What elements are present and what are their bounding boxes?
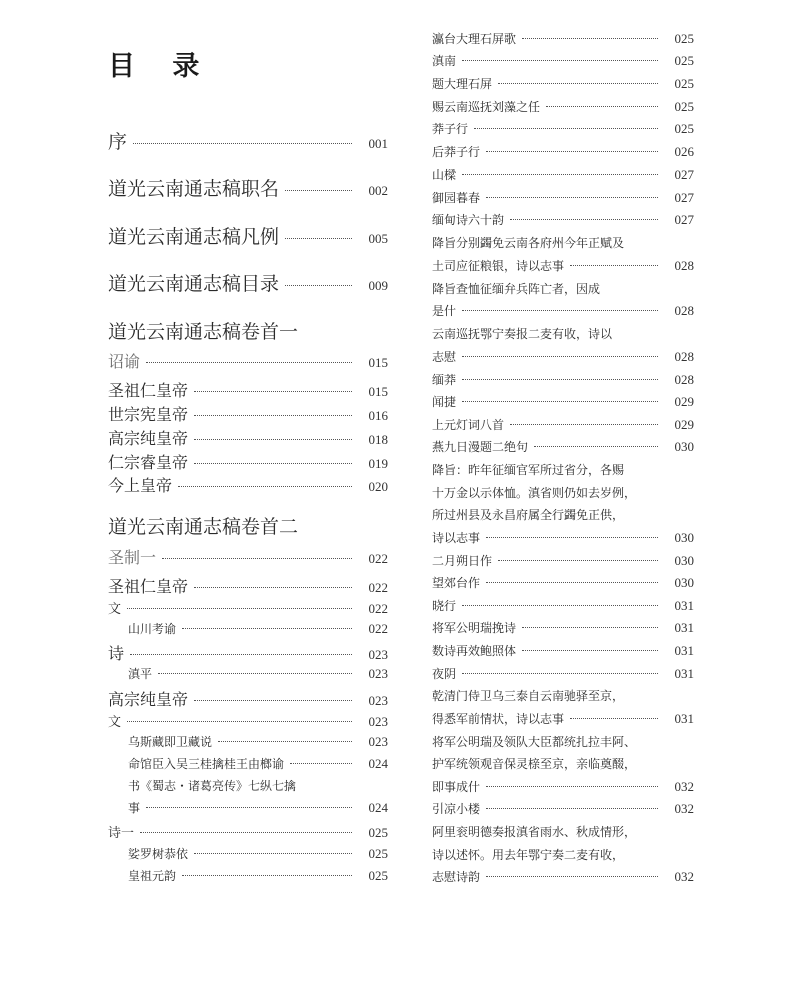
toc-entry-title: 缅甸诗六十韵 [432,213,505,227]
toc-entry-page: 025 [674,99,694,114]
leader-dots [486,197,658,198]
toc-entry-page: 023 [368,693,388,708]
toc-entry-page: 025 [368,846,388,861]
toc-entry-page: 023 [368,734,388,749]
toc-entry[interactable] [432,416,694,433]
leader-dots [162,558,352,559]
toc-entry-page: 028 [674,303,694,318]
page-title: 目 录 [108,51,214,82]
toc-entry-title: 缅莽 [432,373,457,387]
toc-entry[interactable] [108,687,388,710]
leader-dots [182,875,352,876]
toc-entry[interactable] [432,189,694,206]
toc-entry-title: 燕九日漫题二绝句 [432,440,529,454]
toc-entry-page: 025 [674,121,694,136]
toc-entry[interactable] [432,393,694,410]
toc-entry[interactable] [108,269,388,296]
toc-entry[interactable] [108,174,388,201]
leader-dots [285,190,352,191]
toc-entry-page: 025 [368,825,388,840]
leader-dots [194,463,352,464]
toc-entry-page: 015 [368,384,388,399]
toc-entry[interactable] [432,665,694,682]
toc-entry-title: 序 [108,131,128,153]
toc-entry[interactable] [432,371,694,388]
toc-entry-page: 031 [674,598,694,613]
toc-entry[interactable] [432,778,694,795]
leader-dots [486,808,658,809]
toc-entry-page: 032 [674,869,694,884]
toc-entry[interactable] [128,665,388,682]
leader-dots [462,673,658,674]
toc-entry-title: 道光云南通志稿卷首一 [108,321,299,343]
toc-entry-title: 数诗再效鲍照体 [432,644,517,658]
leader-dots [178,486,352,487]
toc-entry-page: 001 [368,136,388,151]
toc-entry-page: 030 [674,530,694,545]
toc-entry-title: 诏谕 [108,352,141,371]
toc-entry-title: 上元灯词八首 [432,418,505,432]
toc-entry-title: 娑罗树恭依 [128,847,189,861]
toc-entry-title: 夜阴 [432,667,457,681]
toc-entry-title: 道光云南通志稿目录 [108,273,280,295]
toc-entry-page: 025 [674,31,694,46]
leader-dots [486,537,658,538]
leader-dots [285,285,352,286]
toc-entry-title: 晓行 [432,599,457,613]
toc-entry[interactable] [432,302,694,319]
toc-entry[interactable] [432,120,694,137]
toc-entry-page: 024 [368,800,388,815]
leader-dots [146,362,352,363]
toc-entry-title: 滇平 [128,667,153,681]
leader-dots [486,151,658,152]
toc-entry[interactable] [108,545,388,568]
leader-dots [462,401,658,402]
toc-entry[interactable] [432,438,694,455]
toc-entry[interactable] [108,473,388,496]
toc-entry-title: 道光云南通志稿职名 [108,178,280,200]
toc-entry[interactable] [432,348,694,365]
toc-entry[interactable] [432,574,694,591]
toc-entry-title: 仁宗睿皇帝 [108,453,189,472]
toc-entry[interactable] [432,619,694,636]
toc-entry-continued: 书《蜀志・诸葛亮传》七纵七擒 [128,779,297,793]
toc-entry-page: 005 [368,231,388,246]
leader-dots [140,832,352,833]
leader-dots [570,265,658,266]
toc-entry[interactable] [128,867,388,884]
toc-right-column [432,0,694,988]
toc-entry-title: 高宗纯皇帝 [108,690,189,709]
leader-dots [130,654,352,655]
toc-entry[interactable] [432,710,694,727]
toc-entry-continued: 阿里衮明德奏报滇省雨水、秋成情形， [432,825,637,839]
toc-entry-page: 031 [674,620,694,635]
toc-entry-title: 命馆臣入吴三桂擒桂王由榔谕 [128,757,285,771]
toc-entry-continued: 护军统领观音保灵榇至京，亲临奠醊， [432,757,637,771]
toc-entry-continued: 将军公明瑞及领队大臣都统扎拉丰阿、 [432,735,637,749]
leader-dots [510,424,658,425]
toc-entry[interactable] [108,574,388,597]
toc-volume-heading [108,317,388,344]
leader-dots [522,650,658,651]
toc-entry[interactable] [432,30,694,47]
toc-entry-page: 022 [368,551,388,566]
toc-entry-continued: 十万金以示体恤。滇省则仍如去岁例， [432,486,637,500]
toc-entry[interactable] [432,257,694,274]
leader-dots [194,415,352,416]
toc-entry[interactable] [432,75,694,92]
toc-entry-page: 025 [368,868,388,883]
toc-entry-title: 志慰诗韵 [432,870,481,884]
toc-entry-title: 诗 [108,644,125,663]
toc-entry-title: 是什 [432,304,457,318]
leader-dots [534,446,658,447]
leader-dots [218,741,352,742]
toc-entry-page: 030 [674,553,694,568]
leader-dots [462,174,658,175]
toc-entry[interactable] [108,127,388,154]
leader-dots [127,721,352,722]
leader-dots [522,38,658,39]
toc-entry-title: 事 [128,801,141,815]
toc-entry-page: 022 [368,580,388,595]
leader-dots [498,560,658,561]
toc-entry-page: 026 [674,144,694,159]
toc-entry-title: 瀛台大理石屏歌 [432,32,517,46]
leader-dots [462,379,658,380]
leader-dots [194,853,352,854]
toc-entry-title: 山樑 [432,168,457,182]
toc-entry[interactable] [432,52,694,69]
toc-entry-page: 027 [674,212,694,227]
toc-entry[interactable] [432,98,694,115]
toc-entry[interactable] [128,620,388,637]
toc-entry[interactable] [128,733,388,750]
leader-dots [486,876,658,877]
toc-entry-title: 高宗纯皇帝 [108,429,189,448]
toc-entry-title: 土司应征粮银，诗以志事 [432,259,565,273]
toc-entry[interactable] [432,211,694,228]
toc-entry-continued: 降旨：昨年征缅官军所过省分，各赐 [432,463,625,477]
toc-entry-continued: 诗以述怀。用去年鄂宁奏二麦有收， [432,848,625,862]
toc-entry-page: 018 [368,432,388,447]
toc-entry[interactable] [108,641,388,664]
toc-entry-title: 御园暮春 [432,191,481,205]
toc-entry-title: 文 [108,602,122,617]
toc-entry-page: 027 [674,190,694,205]
toc-entry-page: 029 [674,394,694,409]
toc-entry-page: 032 [674,779,694,794]
leader-dots [194,439,352,440]
toc-entry-title: 文 [108,715,122,730]
leader-dots [194,587,352,588]
leader-dots [146,807,352,808]
toc-entry-title: 山川考谕 [128,622,177,636]
toc-entry-page: 023 [368,647,388,662]
leader-dots [546,106,658,107]
leader-dots [522,627,658,628]
toc-entry[interactable] [108,426,388,449]
leader-dots [194,391,352,392]
toc-entry-title: 即事成什 [432,780,481,794]
toc-entry[interactable] [432,800,694,817]
toc-entry-page: 023 [368,714,388,729]
toc-entry[interactable] [432,166,694,183]
toc-entry-page: 031 [674,643,694,658]
toc-entry-continued: 乾清门侍卫乌三泰自云南驰驿至京， [432,689,625,703]
toc-entry[interactable] [128,845,388,862]
toc-entry[interactable] [108,822,388,841]
leader-dots [462,605,658,606]
toc-entry-page: 030 [674,439,694,454]
toc-entry-title: 望郊台作 [432,576,481,590]
toc-entry-page: 025 [674,53,694,68]
toc-entry-page: 030 [674,575,694,590]
toc-entry-page: 029 [674,417,694,432]
toc-entry-page: 028 [674,372,694,387]
toc-entry[interactable] [432,552,694,569]
toc-entry[interactable] [108,402,388,425]
toc-entry[interactable] [108,450,388,473]
leader-dots [486,582,658,583]
leader-dots [194,700,352,701]
leader-dots [158,673,352,674]
toc-entry-page: 028 [674,258,694,273]
toc-entry-title: 引凉小楼 [432,802,481,816]
toc-entry-continued: 所过州县及永昌府属全行蠲免正供， [432,508,625,522]
toc-entry[interactable] [108,222,388,249]
toc-entry[interactable] [128,799,388,816]
toc-entry-title: 诗一 [108,826,135,841]
toc-volume-heading [108,512,388,539]
leader-dots [182,628,352,629]
leader-dots [474,128,658,129]
toc-entry-title: 闻捷 [432,395,457,409]
toc-entry-title: 滇南 [432,54,457,68]
toc-entry[interactable] [432,597,694,614]
toc-entry-title: 圣祖仁皇帝 [108,577,189,596]
toc-entry-page: 031 [674,666,694,681]
toc-left-column [108,0,388,988]
leader-dots [462,60,658,61]
toc-entry-page: 009 [368,278,388,293]
toc-entry-continued: 云南巡抚鄂宁奏报二麦有收，诗以 [432,327,613,341]
toc-entry-title: 题大理石屏 [432,77,493,91]
toc-entry-title: 后莽子行 [432,145,481,159]
toc-entry-continued: 降旨分别蠲免云南各府州今年正赋及 [432,236,625,250]
toc-entry[interactable] [128,755,388,772]
toc-entry-page: 022 [368,621,388,636]
toc-entry-title: 圣制一 [108,548,157,567]
toc-entry-title: 今上皇帝 [108,476,173,495]
leader-dots [486,786,658,787]
toc-entry-page: 015 [368,355,388,370]
toc-entry-page: 020 [368,479,388,494]
toc-entry-title: 二月朔日作 [432,554,493,568]
toc-entry-title: 莽子行 [432,122,469,136]
toc-entry-page: 019 [368,456,388,471]
toc-entry-title: 圣祖仁皇帝 [108,381,189,400]
leader-dots [570,718,658,719]
toc-entry-title: 乌斯藏即卫藏说 [128,735,213,749]
toc-entry[interactable] [432,143,694,160]
toc-entry-page: 028 [674,349,694,364]
leader-dots [133,143,352,144]
toc-entry-continued: 降旨查恤征缅弁兵阵亡者，因成 [432,282,601,296]
leader-dots [462,356,658,357]
toc-entry[interactable] [432,529,694,546]
toc-entry-title: 将军公明瑞挽诗 [432,621,517,635]
toc-entry-title: 诗以志事 [432,531,481,545]
toc-entry-page: 016 [368,408,388,423]
toc-entry-title: 赐云南巡抚刘藻之任 [432,100,541,114]
leader-dots [498,83,658,84]
toc-entry-title: 皇祖元韵 [128,869,177,883]
toc-entry-title: 道光云南通志稿凡例 [108,226,280,248]
toc-entry-page: 023 [368,666,388,681]
toc-entry-page: 002 [368,183,388,198]
toc-entry-page: 031 [674,711,694,726]
toc-entry-page: 025 [674,76,694,91]
toc-entry-title: 得悉军前情状，诗以志事 [432,712,565,726]
toc-entry[interactable] [108,349,388,372]
toc-entry[interactable] [432,642,694,659]
toc-entry-page: 032 [674,801,694,816]
toc-entry[interactable] [108,711,388,730]
leader-dots [510,219,658,220]
leader-dots [462,310,658,311]
leader-dots [290,763,352,764]
toc-entry[interactable] [108,598,388,617]
toc-entry[interactable] [432,868,694,885]
leader-dots [127,608,352,609]
toc-entry-title: 道光云南通志稿卷首二 [108,516,299,538]
toc-entry-title: 志慰 [432,350,457,364]
toc-entry-title: 世宗宪皇帝 [108,405,189,424]
toc-entry-page: 024 [368,756,388,771]
toc-entry-page: 027 [674,167,694,182]
toc-entry-page: 022 [368,601,388,616]
leader-dots [285,238,352,239]
toc-entry[interactable] [108,378,388,401]
